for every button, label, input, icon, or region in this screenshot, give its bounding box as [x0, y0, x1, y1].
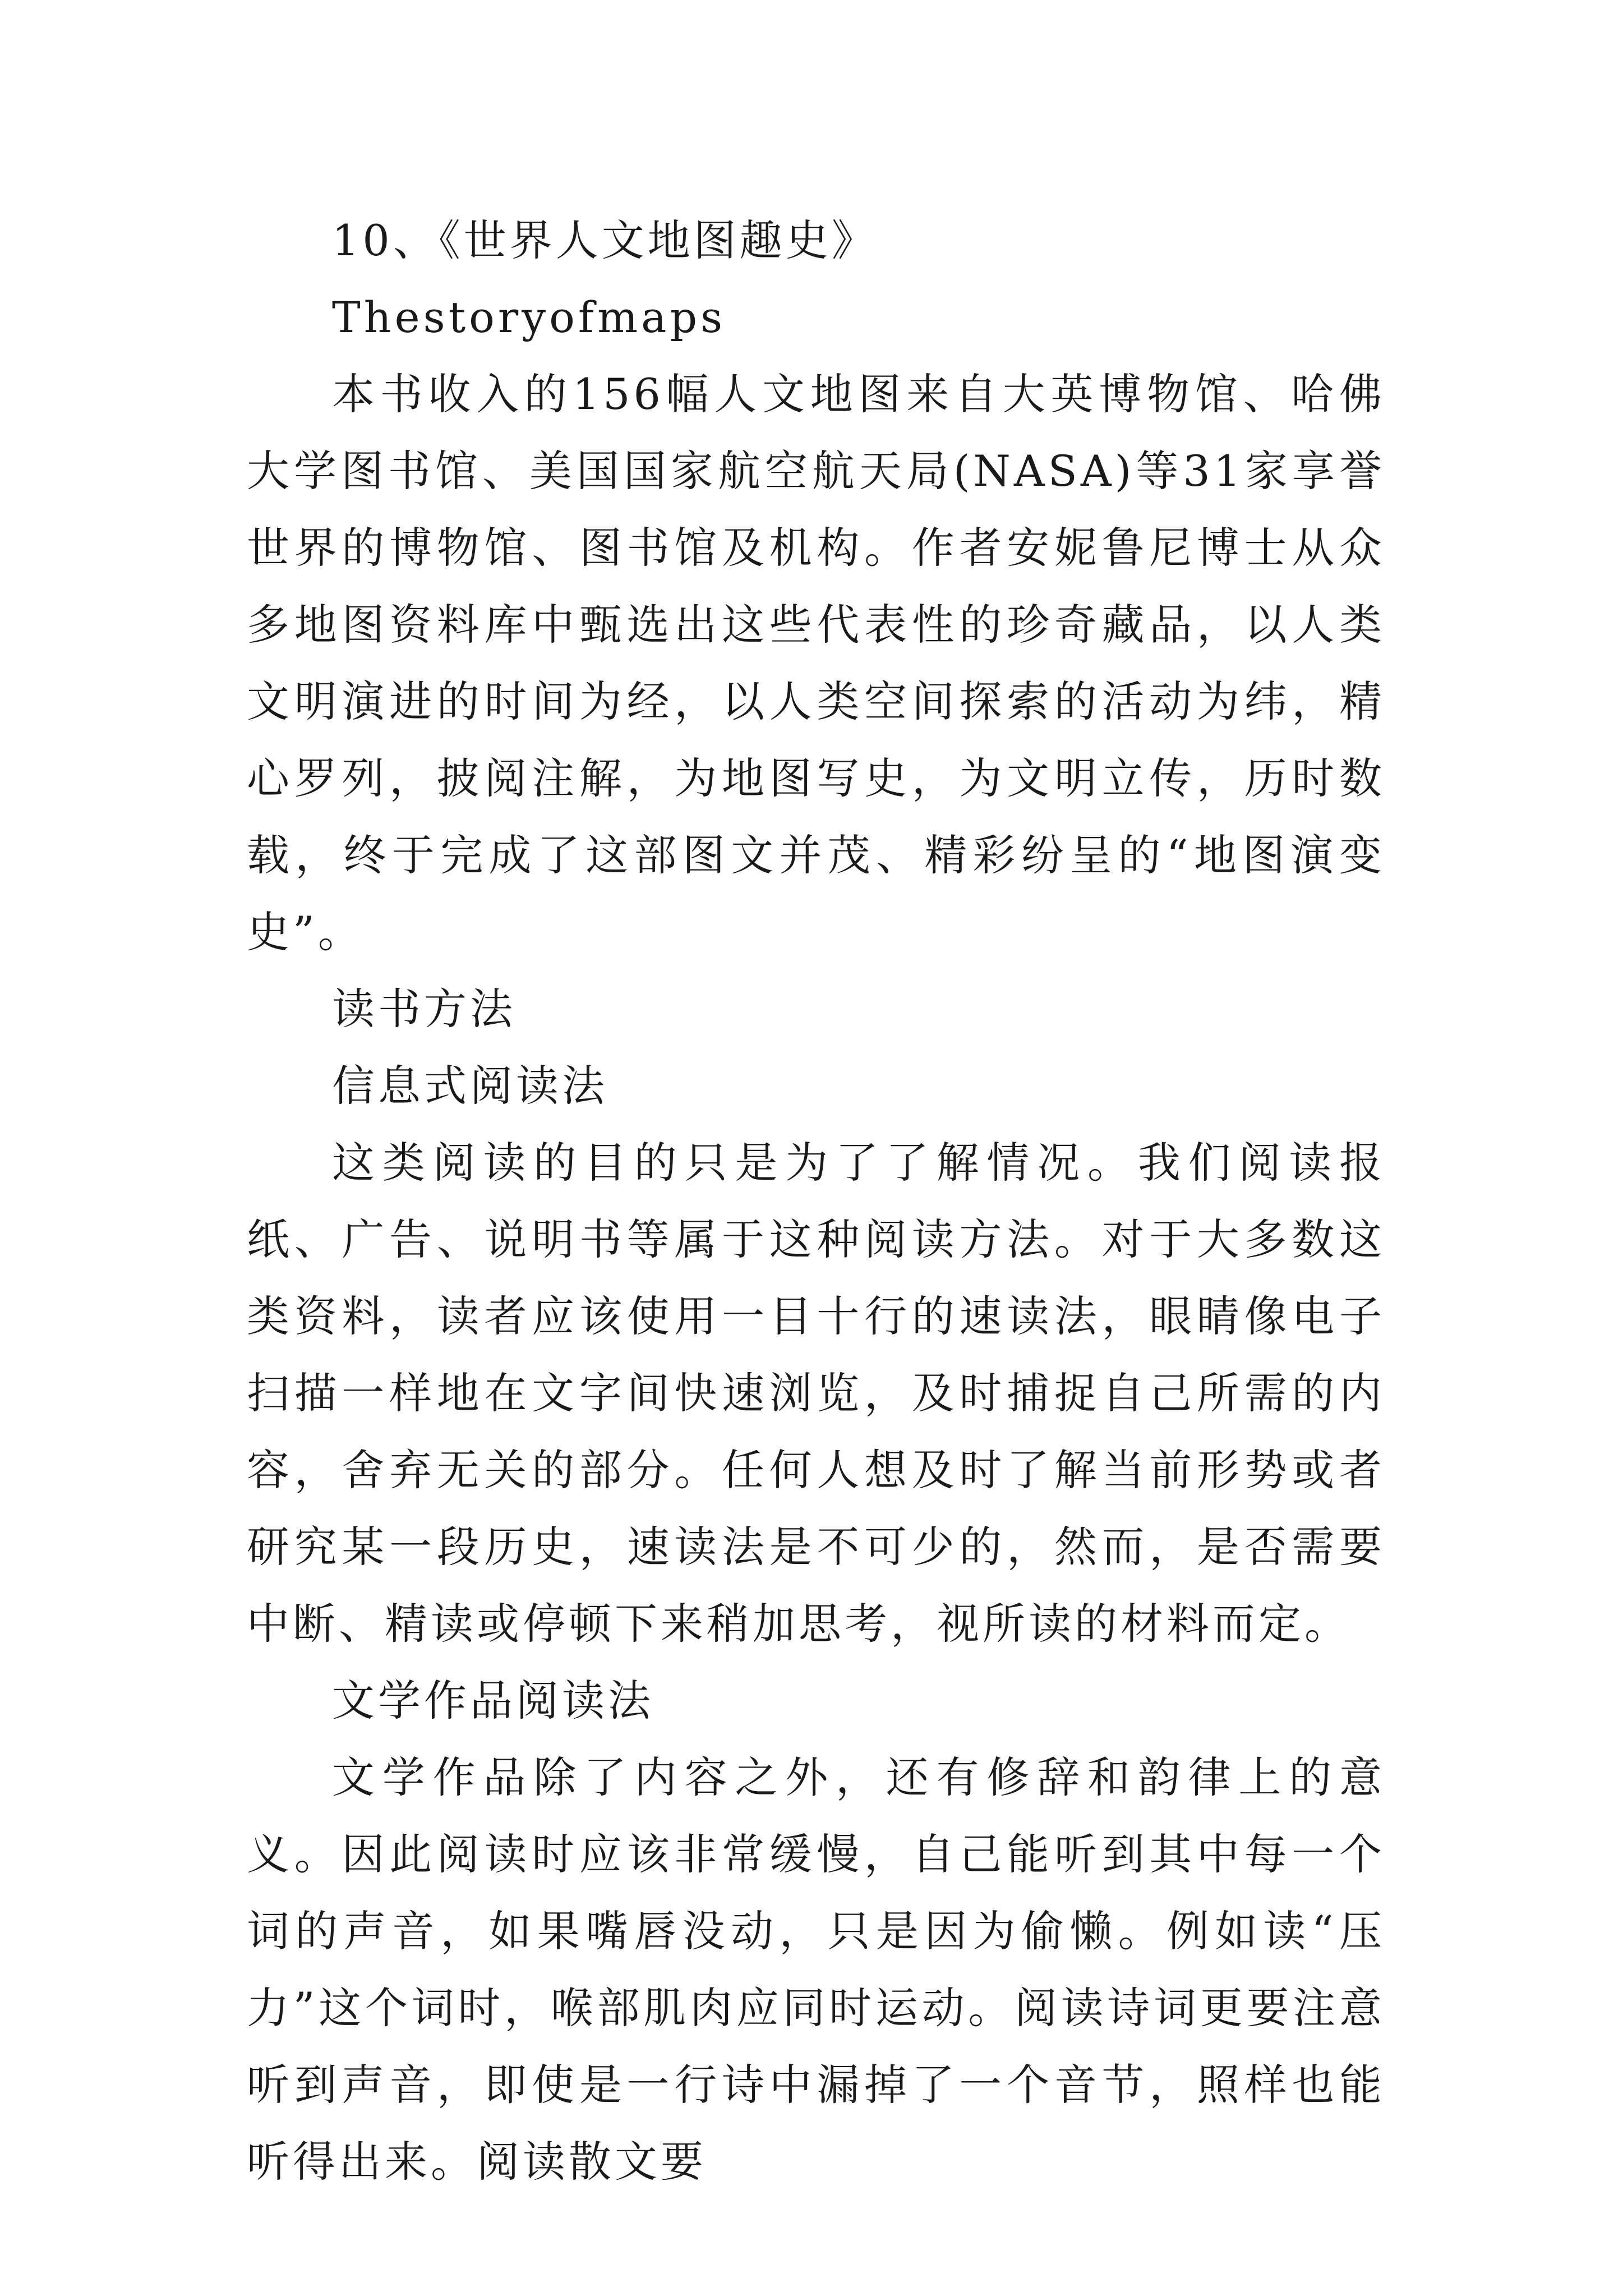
book-description: 本书收入的156幅人文地图来自大英博物馆、哈佛大学图书馆、美国国家航空航天局(NASA)等31家享誉世界的博物馆、图书馆及机构。作者安妮鲁尼博士从众多地图资料库中甄选出这些代表性的珍奇藏品，以人类文明演进的时间为经，以人类空间探索的活动为纬，精心罗列，披阅注解，为地图写史，为文明立传，历时数载，终于完成了这部图文并茂、精彩纷呈的“地图演变史”。: [247, 369, 1385, 957]
document-body: [247, 202, 1385, 2200]
literary-reading-paragraph: 文学作品除了内容之外，还有修辞和韵律上的意义。因此阅读时应该非常缓慢，自己能听到其中每一个词的声音，如果嘴唇没动，只是因为偷懒。例如读“压力”这个词时，喉部肌肉应同时运动。阅读诗词更要注意听到声音，即使是一行诗中漏掉了一个音节，照样也能听得出来。阅读散文要: [247, 1752, 1385, 2187]
book-title: 10、《世界人文地图趣史》: [332, 215, 878, 265]
subheading-literary-reading: 文学作品阅读法: [332, 1676, 654, 1726]
book-english-title: Thestoryofmaps: [332, 292, 726, 342]
subheading-informational-reading: 信息式阅读法: [332, 1061, 608, 1111]
informational-reading-paragraph: 这类阅读的目的只是为了了解情况。我们阅读报纸、广告、说明书等属于这种阅读方法。对于大多数这类资料，读者应该使用一目十行的速读法，眼睛像电子扫描一样地在文字间快速浏览，及时捕捉自己所需的内容，舍弃无关的部分。任何人想及时了解当前形势或者研究某一段历史，速读法是不可少的，然而，是否需要中断、精读或停顿下来稍加思考，视所读的材料而定。: [247, 1138, 1385, 1649]
section-heading-reading-methods: 读书方法: [332, 984, 516, 1034]
